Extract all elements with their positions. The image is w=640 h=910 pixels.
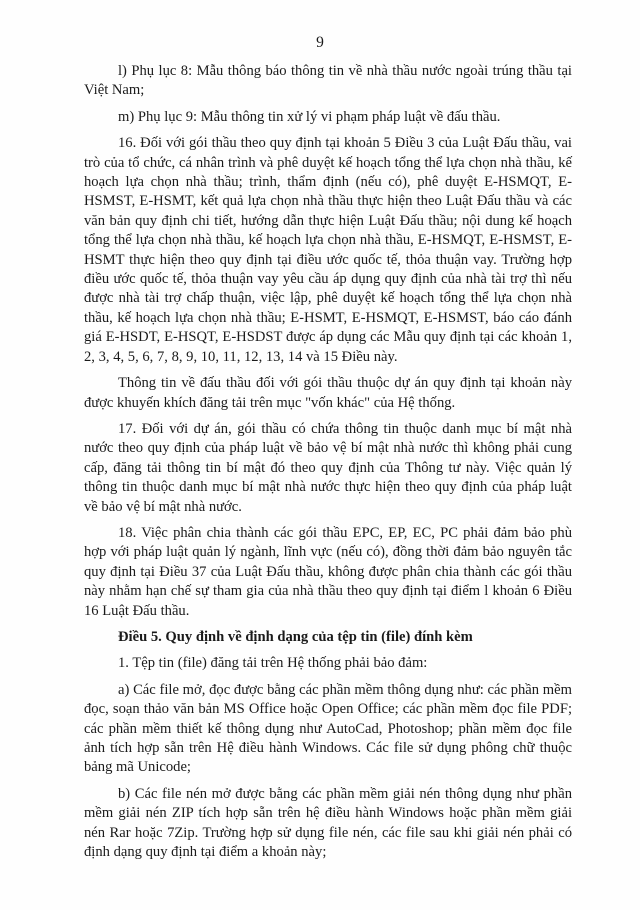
document-body <box>84 62 572 869</box>
paragraph-appendix-9: m) Phụ lục 9: Mẫu thông tin xử lý vi phạm pháp luật về đấu thầu. <box>118 108 501 125</box>
paragraph-article-5-item-1a: a) Các file mở, đọc được bằng các phần mềm thông dụng như: các phần mềm đọc, soạn thảo văn bản MS Office hoặc Open Office; các phần mềm đọc file PDF; các phần mềm thiết kế thông dụng như AutoCad, Photoshop; phần mềm đọc file ảnh tích hợp sẵn trên Hệ điều hành Windows. Các file sử dụng phông chữ thuộc bảng mã Unicode; <box>84 681 572 776</box>
paragraph-article-5-item-1b: b) Các file nén mở được bằng các phần mềm giải nén thông dụng như phần mềm giải nén ZIP tích hợp sẵn trên hệ điều hành Windows hoặc phần mềm giải nén Rar hoặc 7Zip. Trường hợp sử dụng file nén, các file sau khi giải nén phải có định dạng quy định tại điểm a khoản này; <box>84 785 572 861</box>
paragraph-appendix-8: l) Phụ lục 8: Mẫu thông báo thông tin về nhà thầu nước ngoài trúng thầu tại Việt Nam; <box>84 63 572 99</box>
article-5-heading: Điều 5. Quy định về định dạng của tệp tin (file) đính kèm <box>118 628 473 645</box>
paragraph-clause-16: 16. Đối với gói thầu theo quy định tại khoản 5 Điều 3 của Luật Đấu thầu, vai trò của tổ chức, cá nhân trình và phê duyệt kế hoạch tổng thể lựa chọn nhà thầu, kế hoạch lựa chọn nhà thầu; trình, thẩm định (nếu có), phê duyệt E-HSMQT, E-HSMST, E-HSMT, kết quả lựa chọn nhà thầu thực hiện theo Luật Đấu thầu và các văn bản quy định chi tiết, hướng dẫn thực hiện Luật Đấu thầu; nội dung kế hoạch tổng thể lựa chọn nhà thầu, kế hoạch lựa chọn nhà thầu, E-HSMQT, E-HSMST, E-HSMT thực hiện theo quy định tại điều ước quốc tế, thỏa thuận vay. Trường hợp điều ước quốc tế, thỏa thuận vay yêu cầu áp dụng quy định của nhà tài trợ thì nếu được nhà tài trợ chấp thuận, việc lập, phê duyệt kế hoạch tổng thể lựa chọn nhà thầu, kế hoạch lựa chọn nhà thầu; E-HSMT, E-HSMQT, E-HSMST, báo cáo đánh giá E-HSDT, E-HSQT, E-HSDST được áp dụng các Mẫu quy định tại các khoản 1, 2, 3, 4, 5, 6, 7, 8, 9, 10, 11, 12, 13, 14 và 15 Điều này. <box>84 135 572 365</box>
paragraph-clause-16-note: Thông tin về đấu thầu đối với gói thầu thuộc dự án quy định tại khoản này được khuyến khích đăng tải trên mục "vốn khác" của Hệ thống. <box>84 375 572 411</box>
page-number: 9 <box>316 34 324 51</box>
paragraph-article-5-item-1: 1. Tệp tin (file) đăng tải trên Hệ thống phải bảo đảm: <box>118 655 428 672</box>
paragraph-clause-17: 17. Đối với dự án, gói thầu có chứa thông tin thuộc danh mục bí mật nhà nước theo quy định của pháp luật về bảo vệ bí mật nhà nước thì không phải cung cấp, đăng tải thông tin bí mật đó theo quy định của Thông tư này. Việc quản lý thông tin thuộc danh mục bí mật nhà nước thực hiện theo quy định của pháp luật về bảo vệ bí mật nhà nước. <box>84 420 572 515</box>
paragraph-clause-18: 18. Việc phân chia thành các gói thầu EPC, EP, EC, PC phải đảm bảo phù hợp với pháp luật quản lý ngành, lĩnh vực (nếu có), đồng thời đảm bảo nguyên tắc quy định tại Điều 37 của Luật Đấu thầu, không được phân chia thành các gói thầu này nhằm hạn chế sự tham gia của nhà thầu theo quy định tại điểm l khoản 6 Điều 16 Luật Đấu thầu. <box>84 524 572 619</box>
